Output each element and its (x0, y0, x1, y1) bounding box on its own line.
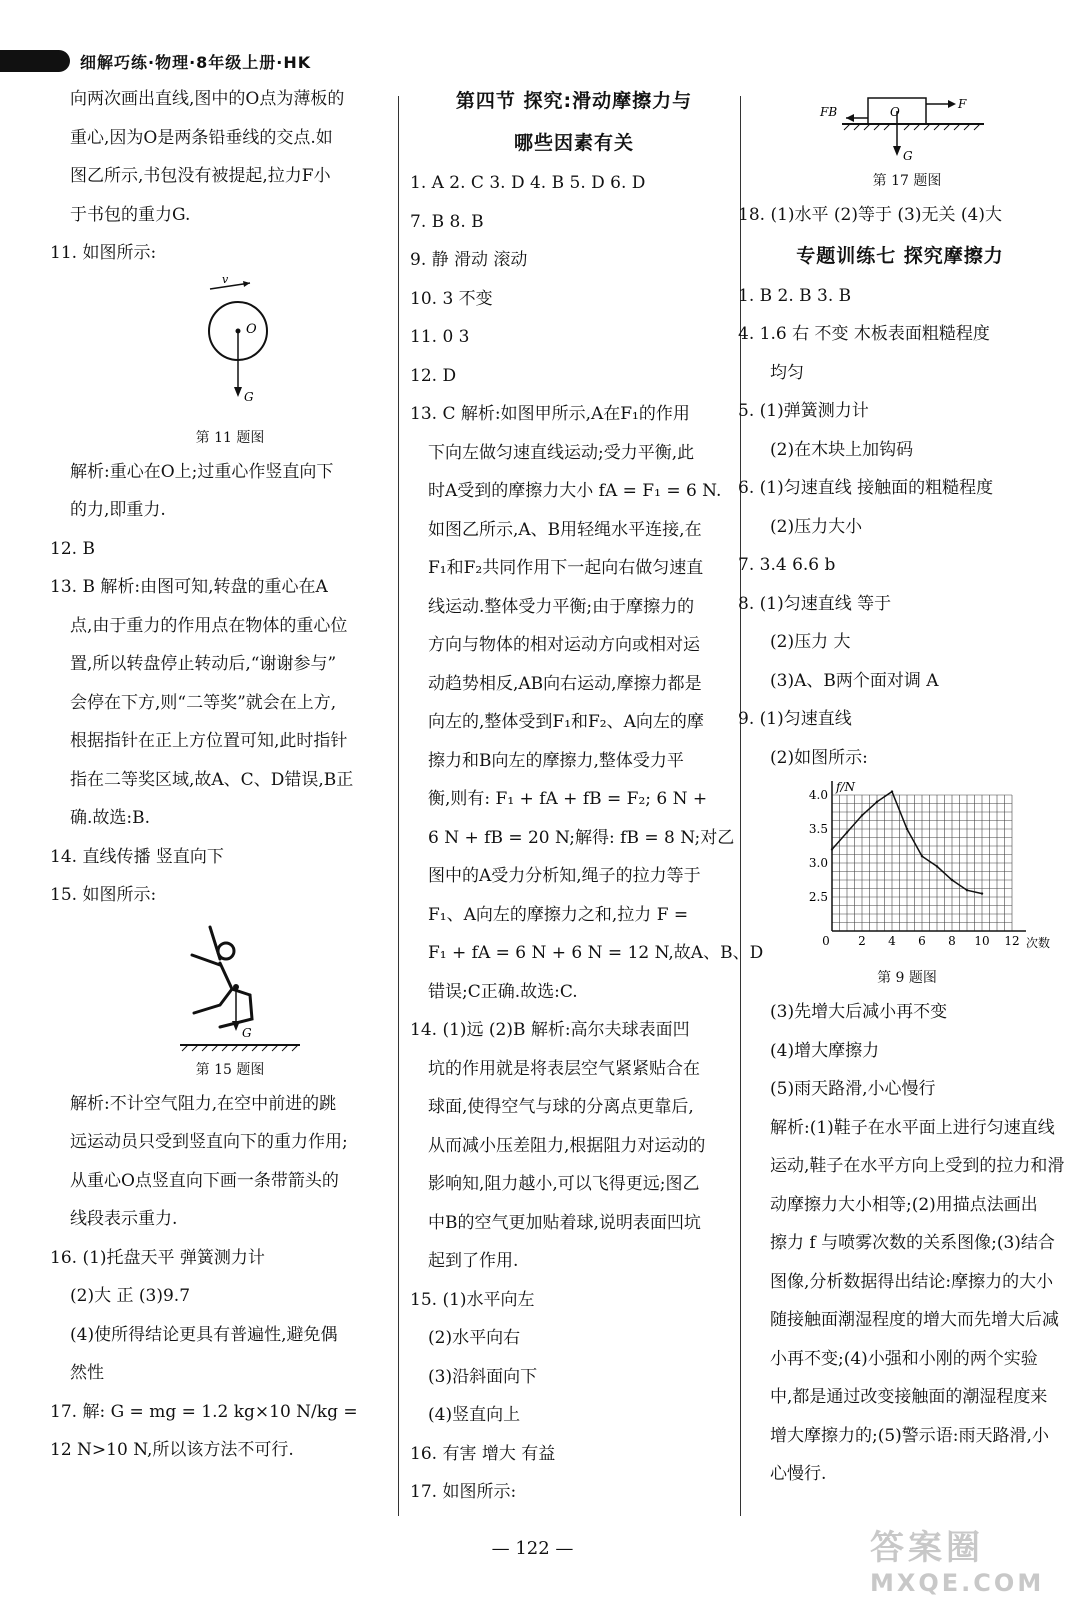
answer-15: 15. (1)水平向左 (410, 1289, 535, 1310)
text-line: 向两次画出直线,图中的O点为薄板的 (70, 89, 345, 109)
text-line: 然性 (70, 1363, 104, 1383)
force-fb-label: FB (820, 105, 838, 119)
watermark-text: 答案圈 (870, 1528, 984, 1568)
gravity-label: G (242, 1025, 252, 1040)
text-line: (2)在木块上加钩码 (770, 439, 914, 460)
text-line: 运动,鞋子在水平方向上受到的拉力和滑 (770, 1156, 1065, 1176)
answer-17: 17. 如图所示: (410, 1482, 517, 1502)
watermark-url: MXQE.COM (870, 1569, 1045, 1597)
answer-line: 10. 3 不变 (410, 288, 493, 309)
text-line: (2)大 正 (3)9.7 (70, 1286, 191, 1306)
answer-line: 4. 1.6 右 不变 木板表面粗糙程度 (738, 324, 990, 344)
text-line: 心慢行. (770, 1464, 827, 1484)
text-line: (4)竖直向上 (428, 1405, 521, 1425)
watermark (870, 1520, 1044, 1597)
text-line: 球面,使得空气与球的分离点更靠后, (428, 1097, 694, 1117)
text-line: 解析:不计空气阻力,在空中前进的跳 (70, 1093, 337, 1114)
text-line: 起到了作用. (428, 1251, 519, 1271)
text-line: (2)压力大小 (770, 516, 863, 537)
section-title: 专题训练七 探究摩擦力 (796, 244, 1004, 267)
text-line: 图像,分析数据得出结论:摩擦力的大小 (770, 1271, 1054, 1292)
x-tick-label: 6 (918, 934, 926, 948)
data-point (876, 801, 878, 803)
text-line: 从而减小压差阻力,根据阻力对运动的 (428, 1135, 706, 1156)
text-line: 衡,则有: F₁ + fA + fB = F₂; 6 N + (428, 789, 708, 809)
answer-line: 1. B 2. B 3. B (738, 285, 852, 306)
data-point (921, 855, 923, 857)
column-middle (410, 80, 764, 1512)
figure-9-caption: 第 9 题图 (877, 970, 937, 986)
text-line: 解析:重心在O上;过重心作竖直向下 (70, 461, 334, 482)
text-line: 会停在下方,则“二等奖”就会在上方, (70, 692, 337, 713)
x-axis-label: 次数 (1026, 936, 1051, 950)
column-left (50, 80, 390, 1470)
text-line: 错误;C正确.故选:C. (428, 981, 578, 1002)
section-title: 第四节 探究:滑动摩擦力与 (455, 90, 693, 112)
text-line: 重心,因为O是两条铅垂线的交点.如 (70, 127, 333, 148)
page-number: — 122 — (491, 1538, 574, 1559)
data-point (846, 831, 848, 833)
text-line: 中,都是通过改变接触面的潮湿程度来 (770, 1387, 1048, 1407)
text-line: 均匀 (770, 362, 804, 383)
text-line: F₁、A向左的摩擦力之和,拉力 F = (428, 904, 689, 925)
center-label: O (246, 321, 257, 337)
text-line: 小再不变;(4)小强和小刚的两个实验 (770, 1348, 1038, 1369)
text-line: (2)如图所示: (770, 747, 868, 768)
data-point (891, 790, 893, 792)
answer-line: 8. (1)匀速直线 等于 (738, 593, 892, 614)
answer-line: 9. 静 滑动 滚动 (410, 250, 528, 270)
answer-14: 14. 直线传播 竖直向下 (50, 846, 224, 867)
text-line: 解析:(1)鞋子在水平面上进行匀速直线 (770, 1117, 1055, 1138)
text-line: 下向左做匀速直线运动;受力平衡,此 (428, 442, 695, 463)
figure-11-svg (70, 273, 390, 423)
y-tick-label: 2.5 (808, 890, 828, 904)
answer-14: 14. (1)远 (2)B 解析:高尔夫球表面凹 (410, 1020, 690, 1040)
text-line: 根据指针在正上方位置可知,此时指针 (70, 731, 348, 751)
x-tick-label: 2 (858, 934, 866, 948)
data-point (861, 814, 863, 816)
text-line: (2)水平向右 (428, 1328, 521, 1348)
text-line: (3)A、B两个面对调 A (770, 670, 939, 691)
text-line: F₁和F₂共同作用下一起向右做匀速直 (428, 558, 704, 578)
text-line: 擦力 f 与喷雾次数的关系图像;(3)结合 (770, 1233, 1055, 1253)
text-line: 图中的A受力分析知,绳子的拉力等于 (428, 866, 701, 886)
y-axis-label: f/N (836, 780, 855, 794)
figure-15-svg (70, 915, 390, 1055)
answer-16: 16. 有害 增大 有益 (410, 1443, 556, 1464)
figure-11 (70, 273, 390, 423)
text-line: 向左的,整体受到F₁和F₂、A向左的摩 (428, 712, 704, 732)
section-title: 哪些因素有关 (513, 132, 634, 154)
figure-15-caption: 第 15 题图 (195, 1061, 265, 1078)
text-line: 置,所以转盘停止转动后,“谢谢参与” (70, 654, 337, 674)
figure-9-chart (752, 777, 1062, 963)
y-tick-label: 3.5 (808, 822, 828, 836)
data-point (966, 889, 968, 891)
text-line: 远运动员只受到竖直向下的重力作用; (70, 1132, 348, 1152)
text-line: 确.故选:B. (70, 808, 151, 828)
header-bar (0, 50, 70, 72)
page-header (0, 44, 1065, 74)
text-line: 6 N + fB = 20 N;解得: fB = 8 N;对乙 (428, 827, 735, 848)
text-line: (3)沿斜面向下 (428, 1366, 538, 1387)
y-tick-label: 3.0 (808, 856, 828, 870)
figure-17-caption: 第 17 题图 (872, 173, 942, 189)
text-line: 12 N>10 N,所以该方法不可行. (50, 1440, 294, 1460)
chart-svg (752, 777, 1062, 963)
figure-11-caption: 第 11 题图 (195, 429, 265, 446)
text-line: 图乙所示,书包没有被提起,拉力F小 (70, 166, 331, 186)
answer-line: 6. (1)匀速直线 接触面的粗糙程度 (738, 478, 994, 498)
text-line: 擦力和B向左的摩擦力,整体受力平 (428, 750, 684, 771)
answer-line: 9. (1)匀速直线 (738, 709, 852, 729)
answer-line: 12. D (410, 365, 457, 386)
answer-line: 11. 0 3 (410, 327, 470, 347)
text-line: 影响知,阻力越小,可以飞得更远;图乙 (428, 1174, 700, 1194)
figure-15 (70, 915, 390, 1055)
text-line: 动趋势相反,AB向右运动,摩擦力都是 (428, 673, 702, 694)
answer-11: 11. 如图所示: (50, 243, 157, 263)
text-line: 坑的作用就是将表层空气紧紧贴合在 (428, 1058, 700, 1079)
data-point (831, 848, 833, 850)
velocity-label: v (222, 272, 229, 286)
text-line: (3)先增大后减小再不变 (770, 1002, 948, 1022)
column-divider (398, 96, 399, 1516)
x-tick-label: 8 (948, 934, 956, 948)
text-line: (2)压力 大 (770, 632, 851, 652)
text-line: 中B的空气更加贴着球,说明表面凹坑 (428, 1212, 701, 1233)
column-right (738, 86, 1065, 1494)
text-line: 的力,即重力. (70, 500, 166, 520)
gravity-label: G (903, 149, 913, 163)
text-line: (5)雨天路滑,小心慢行 (770, 1079, 936, 1099)
answer-line: 7. B 8. B (410, 211, 484, 232)
text-line: 线段表示重力. (70, 1209, 178, 1229)
text-line: (4)使所得结论更具有普遍性,避免偶 (70, 1324, 338, 1345)
force-f-label: F (958, 97, 967, 111)
header-title: 细解巧练·物理·8年级上册·HK (80, 53, 312, 72)
text-line: 点,由于重力的作用点在物体的重心位 (70, 615, 348, 636)
answer-line: 5. (1)弹簧测力计 (738, 401, 869, 421)
x-tick-label: 4 (888, 934, 896, 948)
data-point (906, 828, 908, 830)
text-line: 随接触面潮湿程度的增大而先增大后减 (770, 1310, 1059, 1330)
text-line: F₁ + fA = 6 N + 6 N = 12 N,故A、B、D (428, 943, 764, 963)
answer-line: 1. A 2. C 3. D 4. B 5. D 6. D (410, 173, 646, 193)
text-line: 增大摩擦力的;(5)警示语:雨天路滑,小 (770, 1425, 1049, 1446)
y-tick-label: 4.0 (808, 788, 828, 802)
answer-15: 15. 如图所示: (50, 885, 157, 905)
answer-16: 16. (1)托盘天平 弹簧测力计 (50, 1247, 265, 1268)
answer-13: 13. B 解析:由图可知,转盘的重心在A (50, 577, 328, 597)
text-line: 时A受到的摩擦力大小 fA = F₁ = 6 N. (428, 481, 722, 501)
x-tick-label: 0 (822, 934, 830, 948)
text-line: (4)增大摩擦力 (770, 1040, 880, 1061)
text-line: 于书包的重力G. (70, 204, 191, 225)
text-line: 方向与物体的相对运动方向或相对运 (428, 635, 700, 655)
center-label: O (890, 105, 900, 119)
text-line: 从重心O点竖直向下画一条带箭头的 (70, 1170, 339, 1191)
answer-17: 17. 解: G = mg = 1.2 kg×10 N/kg = (50, 1401, 358, 1422)
data-point (981, 892, 983, 894)
text-line: 指在二等奖区域,故A、C、D错误,B正 (70, 769, 354, 790)
x-tick-label: 12 (1004, 934, 1020, 948)
text-line: 如图乙所示,A、B用轻绳水平连接,在 (428, 519, 702, 540)
text-line: 动摩擦力大小相等;(2)用描点法画出 (770, 1194, 1038, 1215)
text-line: 线运动.整体受力平衡;由于摩擦力的 (428, 596, 695, 617)
answer-12: 12. B (50, 538, 95, 559)
answer-13: 13. C 解析:如图甲所示,A在F₁的作用 (410, 404, 690, 424)
answer-18: 18. (1)水平 (2)等于 (3)无关 (4)大 (738, 205, 1002, 225)
figure-17 (752, 86, 1062, 166)
x-tick-label: 10 (974, 934, 990, 948)
figure-17-svg (752, 86, 1062, 166)
answer-line: 7. 3.4 6.6 b (738, 555, 836, 575)
data-point (951, 879, 953, 881)
gravity-label: G (244, 389, 254, 404)
data-point (936, 865, 938, 867)
